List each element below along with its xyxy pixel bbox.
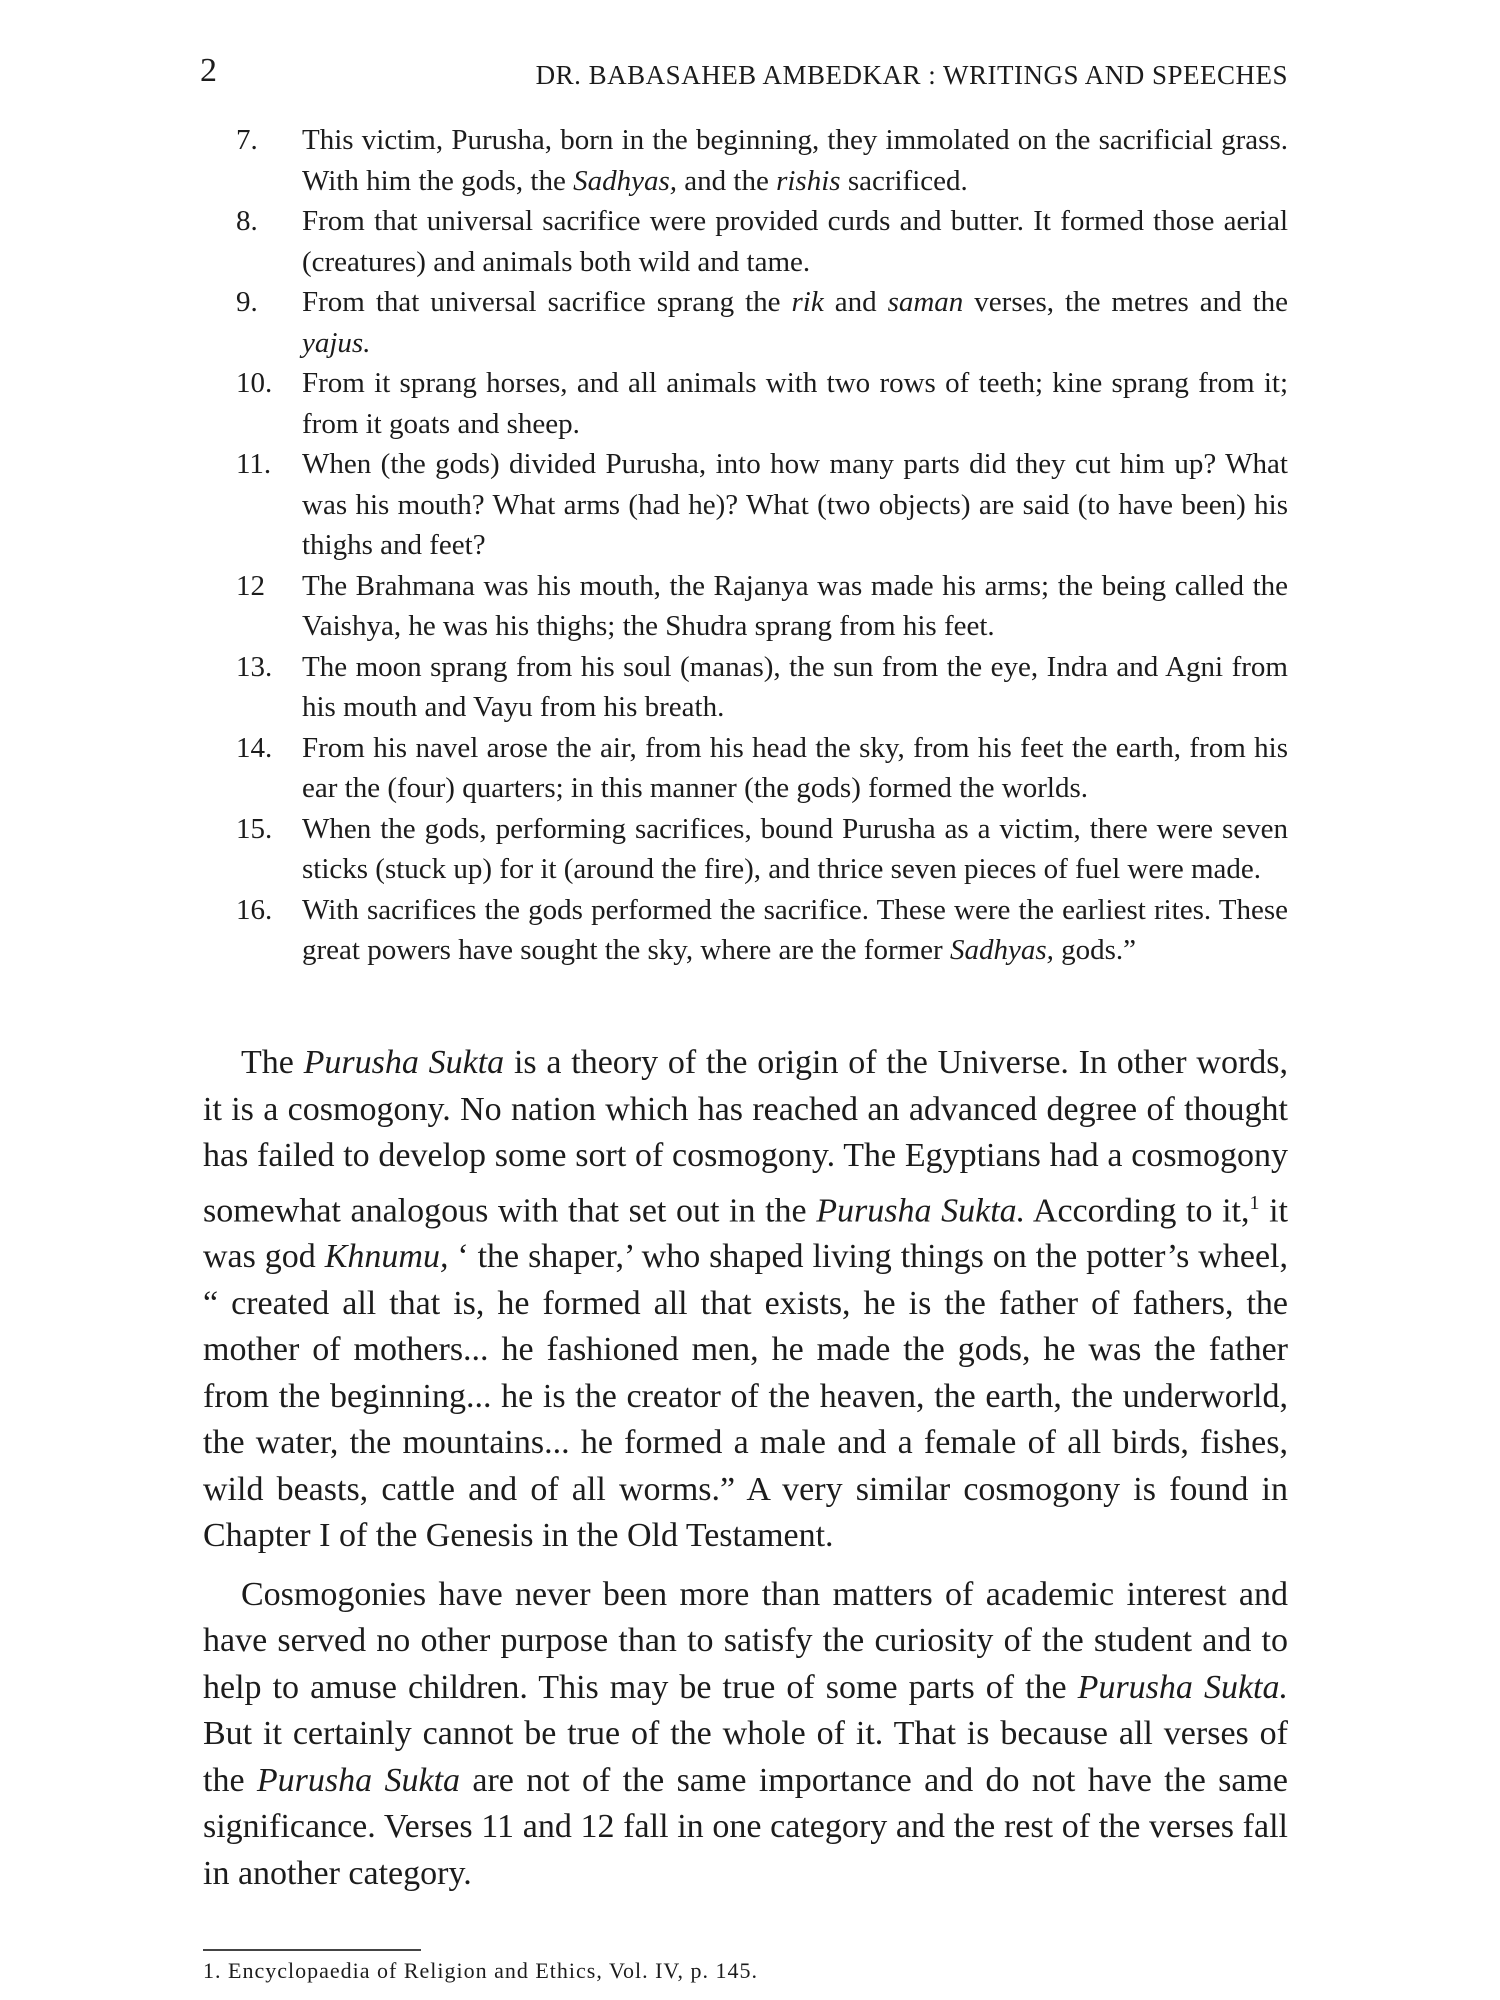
- verse-12: [236, 566, 1288, 647]
- verse-text: sacrificed.: [840, 164, 968, 197]
- verse-text: When the gods, performing sacrifices, bound Purusha as a victim, there were seven sticks (stuck up) for it (around the fire), and thrice seven pieces of fuel were made.: [302, 812, 1288, 885]
- footnote: 1. Encyclopaedia of Religion and Ethics, Vol. IV, p. 145.: [203, 1958, 758, 1983]
- verse-emphasis: saman: [887, 286, 964, 318]
- verse-text: verses, the metres and the: [963, 286, 1288, 318]
- verse-text: When (the gods) divided Purusha, into how many parts did they cut him up? What was his mouth? What arms (had he)? What (two objects) are said (to have been) his thighs and feet?: [302, 448, 1288, 561]
- emphasis: Purusha Sukta.: [816, 1191, 1026, 1229]
- page-number: 2: [200, 52, 217, 89]
- emphasis: Khnumu,: [324, 1238, 449, 1276]
- verse-text: and: [823, 286, 888, 318]
- verse-11: [236, 444, 1288, 566]
- verse-10: [236, 363, 1288, 444]
- verse-text: The Brahmana was his mouth, the Rajanya was made his arms; the being called the Vaishya, he was his thighs; the Shudra sprang from his feet.: [302, 569, 1288, 642]
- footnote-divider: [203, 1949, 421, 1951]
- verse-text: The moon sprang from his soul (manas), the sun from the eye, Indra and Agni from his mouth and Vayu from his breath.: [302, 650, 1288, 723]
- verse-number: 9.: [236, 286, 258, 318]
- verse-number: 15.: [236, 812, 273, 845]
- verse-emphasis: Sadhyas,: [573, 164, 678, 197]
- verse-emphasis: rishis: [776, 164, 841, 197]
- verse-number: 10.: [236, 367, 273, 399]
- running-title: DR. BABASAHEB AMBEDKAR : WRITINGS AND SPEECHES: [535, 60, 1288, 90]
- verse-text: From that universal sacrifice sprang the: [302, 286, 792, 318]
- verse-15: [236, 809, 1288, 890]
- verse-text: With sacrifices the gods performed the sacrifice. These were the earliest rites. These great powers have sought the sky, where are the former: [302, 893, 1288, 966]
- verse-list: [236, 120, 1288, 971]
- paragraph-2: Cosmogonies have never been more than matters of academic interest and have served no other purpose than to satisfy the curiosity of the student and to help to amuse children. This may be true of some parts of the Purusha Sukta. But it certainly cannot be true of the whole of it. That is because all verses of the Purusha Sukta are not of the same importance and do not have the same significance. Verses 11 and 12 fall in one category and the rest of the verses fall in another category.: [203, 1575, 1288, 1892]
- verse-emphasis: Sadhyas,: [949, 934, 1054, 966]
- verse-text: gods.”: [1053, 934, 1137, 966]
- verse-text: This victim, Purusha, born in the beginning, they immolated on the sacrificial grass. With him the gods, the: [302, 124, 1288, 197]
- footnote-reference: 1: [1249, 1191, 1260, 1214]
- verse-text: From it sprang horses, and all animals with two rows of teeth; kine sprang from it; from it goats and sheep.: [302, 367, 1288, 440]
- verse-7: [236, 120, 1288, 201]
- verse-8: [236, 201, 1288, 282]
- emphasis: Purusha Sukta: [303, 1044, 505, 1081]
- verse-number: 13.: [236, 650, 273, 683]
- body-text: [203, 1040, 1288, 1909]
- verse-14: [236, 728, 1288, 809]
- verse-emphasis: rik: [791, 286, 824, 318]
- verse-13: [236, 647, 1288, 728]
- emphasis: Purusha Sukta.: [1077, 1668, 1288, 1706]
- verse-number: 12: [236, 569, 265, 602]
- verse-number: 8.: [236, 205, 258, 237]
- paragraph-1: The Purusha Sukta is a theory of the origin of the Universe. In other words, it is a cosmogony. No nation which has reached an advanced degree of thought has failed to develop some sort of cosmogony. The Egyptians had a cosmogony somewhat analogous with that set out in the Purusha Sukta. According to it,$^1$ it was god Khnumu, ‘ the shaper,’ who shaped living things on the potter’s wheel, “ created all that is, he formed all that exists, he is the father of fathers, the mother of mothers... he fashioned men, he made the gods, he was the father from the beginning... he is the creator of the heaven, the earth, the underworld, the water, the mountains... he formed a male and a female of all birds, fishes, wild beasts, cattle and of all worms.” A very similar cosmogony is found in Chapter I of the Genesis in the Old Testament.: [203, 1044, 1289, 1555]
- verse-16: [236, 890, 1288, 971]
- verse-text: From that universal sacrifice were provided curds and butter. It formed those aerial (creatures) and animals both wild and tame.: [302, 205, 1288, 278]
- verse-text: From his navel arose the air, from his head the sky, from his feet the earth, from his ear the (four) quarters; in this manner (the gods) formed the worlds.: [302, 731, 1288, 804]
- verse-emphasis: yajus.: [302, 326, 371, 359]
- page-header: [200, 52, 1288, 112]
- verse-number: 16.: [236, 893, 273, 926]
- verse-number: 11.: [236, 448, 272, 480]
- verse-9: [236, 282, 1288, 363]
- verse-number: 14.: [236, 731, 273, 764]
- verse-text: and the: [677, 164, 777, 197]
- emphasis: Purusha Sukta: [256, 1761, 461, 1799]
- verse-number: 7.: [236, 124, 258, 156]
